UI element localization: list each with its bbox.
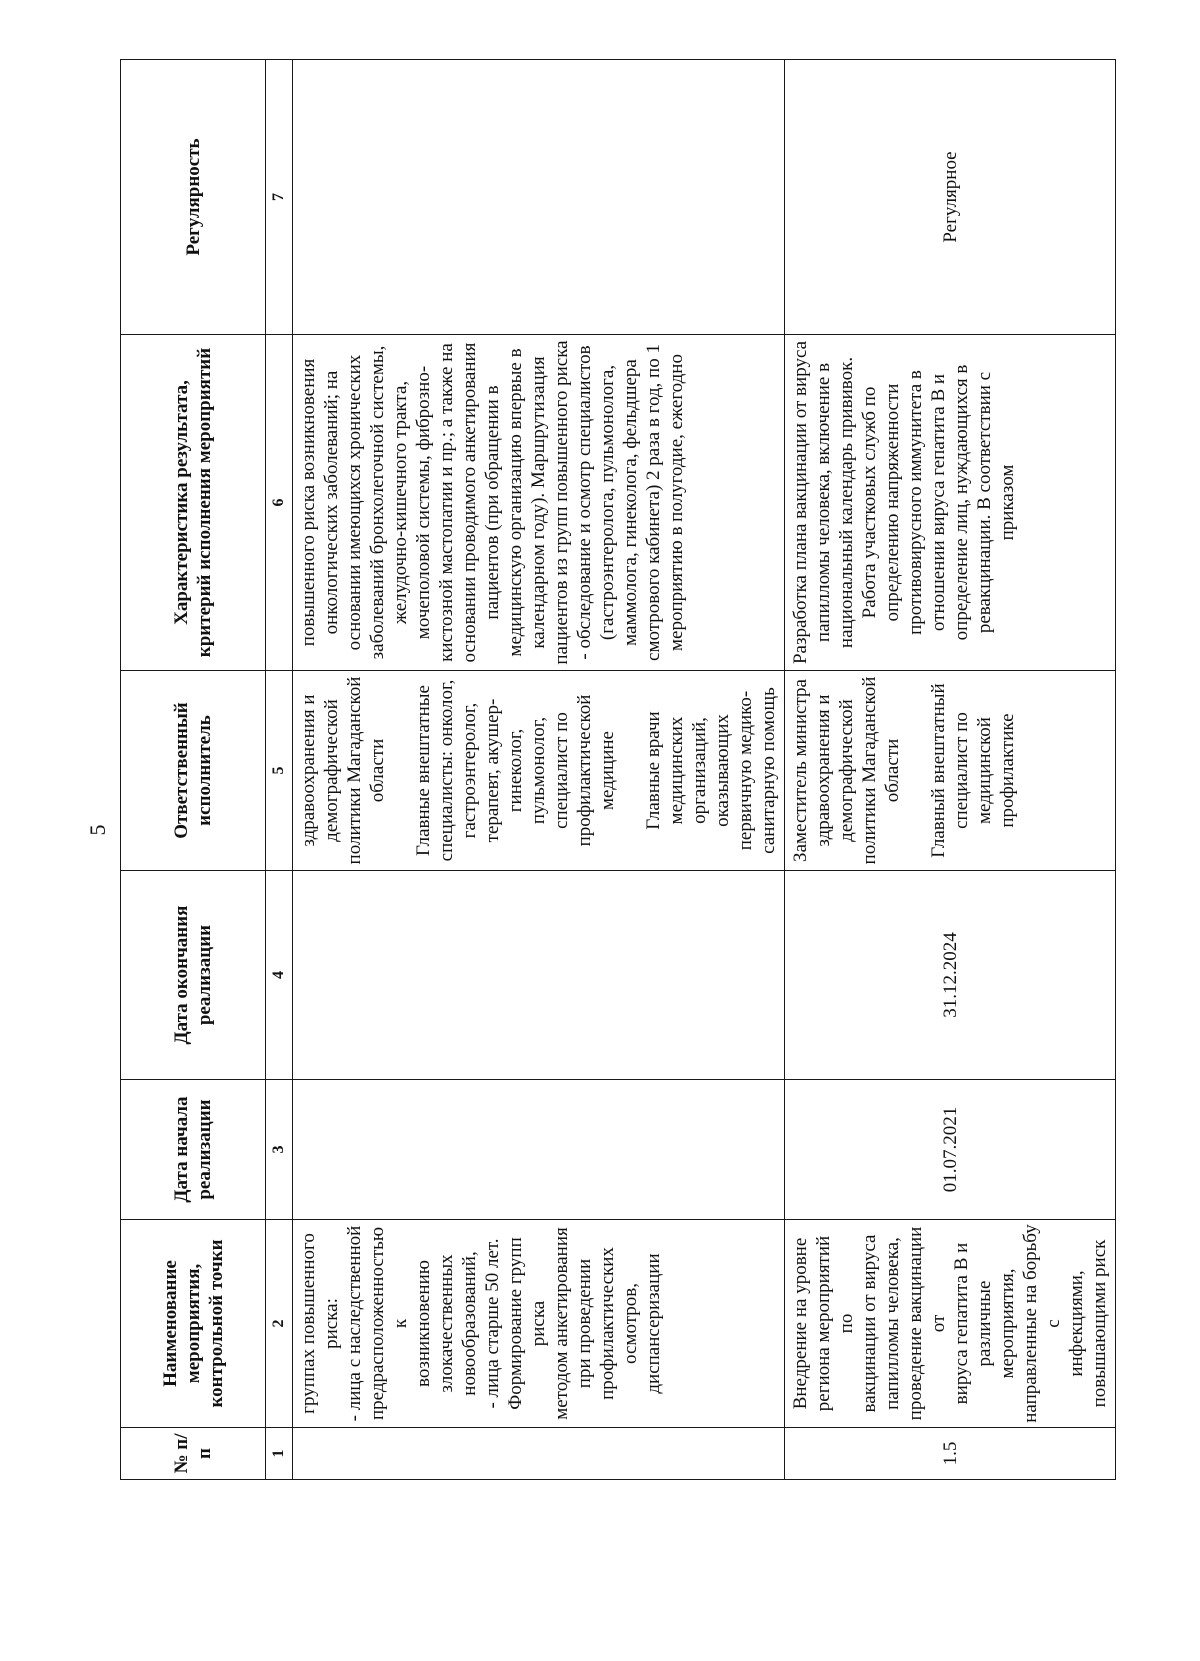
plan-table <box>120 59 1116 1480</box>
row-name-line: Внедрение на уровне <box>790 1237 811 1410</box>
column-number: 4 <box>266 871 293 1080</box>
row-name-line: профилактических <box>597 1247 618 1400</box>
row-name-line: новообразований, <box>459 1251 480 1396</box>
table-row <box>785 60 1116 1480</box>
rotated-table-wrapper <box>120 60 1110 1480</box>
row-name-line: злокачественных <box>436 1254 457 1393</box>
column-number: 6 <box>266 335 293 671</box>
header-name: Наименование мероприятия, контрольной точки <box>121 1220 266 1428</box>
column-number-row <box>266 60 293 1480</box>
row-name-line: Формирование групп риска <box>505 1237 549 1410</box>
row-name-line: различные мероприятия, <box>974 1268 1018 1379</box>
responsible-text: Главные врачи медицинских организаций, оказывающих первичную медико-санитарную помощь <box>643 687 779 854</box>
column-number: 5 <box>266 671 293 871</box>
header-responsible: Ответственный исполнитель <box>121 671 266 871</box>
row-responsible <box>785 671 1116 871</box>
column-number: 2 <box>266 1220 293 1428</box>
table-row <box>293 60 785 1480</box>
row-name-line: методом анкетирования <box>551 1227 572 1420</box>
row-name-line: инфекциями, <box>1066 1270 1087 1377</box>
row-start-date <box>293 1080 785 1220</box>
responsible-text: Главные внештатные специалисты: онколог, гастроэнтеролог, терапевт, акушер-гинеколог, пульмонолог, специалист по профилактической медицине <box>413 679 618 862</box>
row-name-line: папилломы человека, <box>882 1237 903 1410</box>
column-number: 3 <box>266 1080 293 1220</box>
row-name-line: - лица с наследственной <box>344 1225 365 1422</box>
column-number: 7 <box>266 60 293 335</box>
header-result: Характеристика результата, критерий исполнения мероприятий <box>121 335 266 671</box>
row-name-line: направленные на борьбу с <box>1020 1224 1064 1423</box>
responsible-text: Главный внештатный специалист по медицинской профилактике <box>928 683 1018 858</box>
row-name-line: группах повышенного <box>298 1233 319 1414</box>
row-name-line: региона мероприятий по <box>813 1235 857 1412</box>
row-name-line: риска: <box>321 1298 342 1349</box>
responsible-text: Заместитель министра здравоохранения и демографической политики Магаданской области <box>790 676 903 865</box>
header-end: Дата окончания реализации <box>121 871 266 1080</box>
row-responsible <box>293 671 785 871</box>
row-result: повышенного риска возникновения онкологических заболеваний; на основании имеющихся хронических заболеваний бронхолегочной системы, желудочно-кишечного тракта, мочеполовой системы, фиброзно-кистозной мастопатии и пр.; а также на основании проводимого анкетирования пациентов (при обращении в медицинскую организацию впервые в календарном году). Маршрутизация пациентов из групп повышенного риска - обследование и осмотр специалистов (гастроэнтеролога, пульмонолога, маммолога, гинеколога, фельдшера смотрового кабинета) 2 раза в год, по 1 мероприятию в полугодие, ежегодно <box>293 335 785 671</box>
responsible-text: здравоохранения и демографической политики Магаданской области <box>298 676 388 865</box>
row-regularity: Регулярное <box>785 60 1116 335</box>
row-name-line: возникновению <box>413 1260 434 1387</box>
row-result: Разработка плана вакцинации от вируса папилломы человека, включение в национальный календарь прививок. Работа участковых служб по определению напряженности противовирусного иммунитета в отношении вируса гепатита В и определение лиц, нуждающихся в ревакцинации. В соответствии с приказом <box>785 335 1116 671</box>
row-name <box>785 1220 1116 1428</box>
row-name-line: при проведении <box>574 1258 595 1389</box>
column-number: 1 <box>266 1428 293 1480</box>
row-start-date: 01.07.2021 <box>785 1080 1116 1220</box>
header-row <box>121 60 266 1480</box>
row-name-line: - лица старше 50 лет. <box>482 1238 503 1409</box>
row-name-line: проведение вакцинации от <box>905 1226 949 1421</box>
page-number: 5 <box>85 824 110 836</box>
row-name <box>293 1220 785 1428</box>
row-end-date <box>293 871 785 1080</box>
row-num: 1.5 <box>785 1428 1116 1480</box>
row-name-line: вируса гепатита В и <box>951 1242 972 1405</box>
row-regularity <box>293 60 785 335</box>
row-end-date: 31.12.2024 <box>785 871 1116 1080</box>
row-name-line: предрасположенностью к <box>367 1226 411 1421</box>
header-start: Дата начала реализации <box>121 1080 266 1220</box>
row-name-line: повышающими риск <box>1089 1239 1110 1408</box>
row-num <box>293 1428 785 1480</box>
header-regularity: Регулярность <box>121 60 266 335</box>
row-name-line: вакцинации от вируса <box>859 1234 880 1413</box>
header-num: № п/п <box>121 1428 266 1480</box>
row-name-line: осмотров, диспансеризации <box>620 1253 664 1394</box>
